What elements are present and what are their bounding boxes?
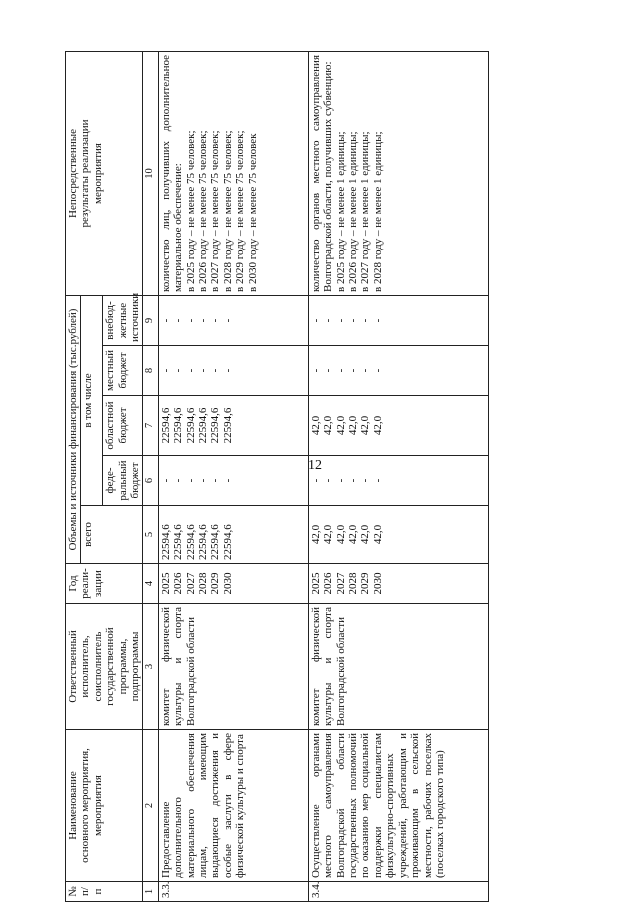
federal-value: - — [209, 478, 222, 483]
total-value: 42,0 — [359, 524, 372, 545]
federal-value: - — [347, 478, 360, 483]
results: количество лиц, получивших дополнительное материальное обеспечение: в 2025 году – не менее 75 человек; в 2026 году – не менее 75 человек; в 2027 году – не менее 75 человек; в 2028 году – не менее 75 человек; в 2029 году – не менее 75 человек; в 2030 году – не менее 75 человек — [158, 51, 308, 295]
col-number: 1 — [143, 882, 158, 902]
measure-name: Предоставление дополнительного материального обеспечения лицам, имеющим выдающиеся достижения и особые заслуги в сфере физической культуры и спорта — [158, 730, 308, 882]
extra-value: - — [184, 318, 197, 323]
extra-value: - — [159, 318, 172, 323]
regional-value: 22594,6 — [197, 407, 210, 444]
total-value: 42,0 — [371, 524, 384, 545]
regional-value: 22594,6 — [159, 407, 172, 444]
extra-cell — [158, 295, 308, 345]
federal-value: - — [184, 478, 197, 483]
measure-name: Осуществление органами местного самоуправления Волгоградской области государственных полномочий по оказанию мер социальной поддержки специалистам физкультурно-спортивных учреждений, работающим и проживающим в сельской местности, рабочих поселках (поселках городского типа) — [308, 730, 488, 882]
federal-cell — [158, 456, 308, 506]
regional-cell — [308, 396, 488, 456]
local-value: - — [172, 368, 185, 373]
total-value: 42,0 — [322, 524, 335, 545]
header-year: Год реали- зации — [66, 564, 143, 604]
header-total: всего — [81, 506, 143, 564]
local-value: - — [197, 368, 210, 373]
extra-value: - — [359, 318, 372, 323]
regional-value: 42,0 — [359, 415, 372, 436]
federal-value: - — [322, 478, 335, 483]
year-value: 2026 — [322, 572, 335, 595]
year-value: 2029 — [359, 572, 372, 595]
local-value: - — [347, 368, 360, 373]
year-value: 2028 — [197, 572, 210, 595]
regional-value: 22594,6 — [221, 407, 234, 444]
local-value: - — [371, 368, 384, 373]
years-cell — [308, 564, 488, 604]
total-value: 42,0 — [347, 524, 360, 545]
total-cell — [308, 506, 488, 564]
extra-value: - — [209, 318, 222, 323]
row-number: 3.4. — [308, 882, 488, 902]
year-value: 2026 — [172, 572, 185, 595]
local-cell — [308, 346, 488, 396]
year-value: 2027 — [184, 572, 197, 595]
regional-cell — [158, 396, 308, 456]
federal-value: - — [309, 478, 322, 483]
extra-value: - — [347, 318, 360, 323]
total-value: 22594,6 — [184, 524, 197, 560]
federal-value: - — [334, 478, 347, 483]
col-number: 4 — [143, 564, 158, 604]
local-value: - — [322, 368, 335, 373]
header-local: местный бюджет — [103, 346, 143, 396]
local-value: - — [209, 368, 222, 373]
local-value: - — [159, 368, 172, 373]
total-value: 42,0 — [309, 524, 322, 545]
col-number: 5 — [143, 506, 158, 564]
regional-value: 22594,6 — [172, 407, 185, 444]
federal-value: - — [197, 478, 210, 483]
header-regional: областной бюджет — [103, 396, 143, 456]
col-number: 3 — [143, 604, 158, 730]
federal-value: - — [371, 478, 384, 483]
header-name: Наименование основного мероприятия, мероприятия — [66, 730, 143, 882]
extra-value: - — [322, 318, 335, 323]
col-number: 8 — [143, 346, 158, 396]
col-number: 10 — [143, 51, 158, 295]
total-value: 22594,6 — [209, 524, 222, 560]
local-value: - — [184, 368, 197, 373]
year-value: 2025 — [159, 572, 172, 595]
federal-value: - — [159, 478, 172, 483]
year-value: 2030 — [221, 572, 234, 595]
extra-cell — [308, 295, 488, 345]
header-extra: внебюд- жетные источники — [103, 295, 143, 345]
table-row — [158, 51, 308, 901]
regional-value: 42,0 — [309, 415, 322, 436]
federal-value: - — [359, 478, 372, 483]
rotated-table-container — [65, 52, 575, 902]
local-value: - — [334, 368, 347, 373]
local-value: - — [221, 368, 234, 373]
page-number: 12 — [308, 458, 322, 473]
header-federal: феде- ральный бюджет — [103, 456, 143, 506]
executor: комитет физической культуры и спорта Волгоградской области — [158, 604, 308, 730]
year-value: 2030 — [371, 572, 384, 595]
extra-value: - — [309, 318, 322, 323]
year-value: 2025 — [309, 572, 322, 595]
years-cell — [158, 564, 308, 604]
header-including: в том числе — [81, 295, 103, 505]
federal-cell — [308, 456, 488, 506]
local-value: - — [309, 368, 322, 373]
header-results: Непосредственные результаты реализации мероприятия — [66, 51, 143, 295]
col-number: 2 — [143, 730, 158, 882]
executor: комитет физической культуры и спорта Волгоградской области — [308, 604, 488, 730]
extra-value: - — [221, 318, 234, 323]
col-number: 7 — [143, 396, 158, 456]
local-value: - — [359, 368, 372, 373]
federal-value: - — [172, 478, 185, 483]
col-number: 6 — [143, 456, 158, 506]
regional-value: 42,0 — [322, 415, 335, 436]
year-value: 2029 — [209, 572, 222, 595]
total-value: 42,0 — [334, 524, 347, 545]
extra-value: - — [371, 318, 384, 323]
total-value: 22594,6 — [221, 524, 234, 560]
year-value: 2028 — [347, 572, 360, 595]
regional-value: 22594,6 — [184, 407, 197, 444]
extra-value: - — [197, 318, 210, 323]
federal-value: - — [221, 478, 234, 483]
total-cell — [158, 506, 308, 564]
regional-value: 22594,6 — [209, 407, 222, 444]
regional-value: 42,0 — [371, 415, 384, 436]
header-funding: Объемы и источники финансирования (тыс.рублей) — [66, 295, 81, 563]
extra-value: - — [172, 318, 185, 323]
extra-value: - — [334, 318, 347, 323]
total-value: 22594,6 — [172, 524, 185, 560]
results: количество органов местного самоуправления Волгоградской области, получивших субвенцию: в 2025 году – не менее 1 единицы; в 2026 году – не менее 1 единицы; в 2027 году – не менее 1 единицы; в 2028 году – не менее 1 единицы; — [308, 51, 488, 295]
regional-value: 42,0 — [347, 415, 360, 436]
total-value: 22594,6 — [197, 524, 210, 560]
total-value: 22594,6 — [159, 524, 172, 560]
local-cell — [158, 346, 308, 396]
header-executor: Ответственный исполнитель, соисполнитель государственной программы, подпрограммы — [66, 604, 143, 730]
table-row — [308, 51, 488, 901]
regional-value: 42,0 — [334, 415, 347, 436]
col-number: 9 — [143, 295, 158, 345]
row-number: 3.3. — [158, 882, 308, 902]
program-table — [65, 51, 489, 902]
header-number: № п/п — [66, 882, 143, 902]
year-value: 2027 — [334, 572, 347, 595]
